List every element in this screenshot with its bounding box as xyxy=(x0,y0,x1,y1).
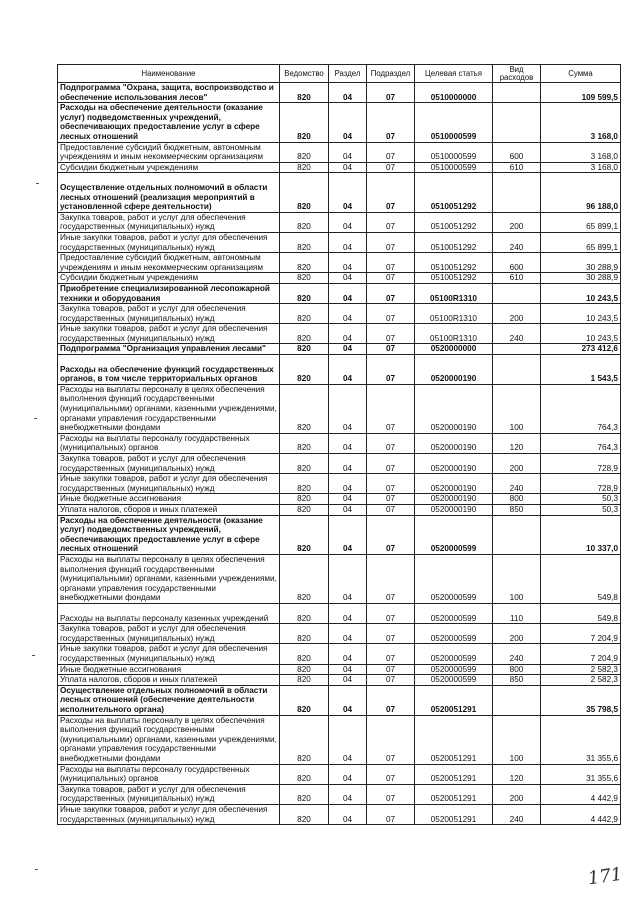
cell-sum: 728,9 xyxy=(541,454,621,474)
cell-target: 0520051291 xyxy=(415,685,493,715)
cell-exp-type: 200 xyxy=(493,212,541,232)
cell-sum: 50,3 xyxy=(541,505,621,516)
cell-name: Предоставление субсидий бюджетным, автономным учреждениям и иным некоммерческим организациям xyxy=(58,253,280,273)
cell-target: 0520000599 xyxy=(415,624,493,644)
cell-section: 04 xyxy=(329,675,367,686)
cell-sum: 50,3 xyxy=(541,494,621,505)
cell-name: Иные закупки товаров, работ и услуг для обеспечения государственных (муниципальных) нужд xyxy=(58,232,280,252)
table-row xyxy=(58,173,621,212)
header-sum: Сумма xyxy=(541,65,621,83)
header-section: Раздел xyxy=(329,65,367,83)
table-row xyxy=(58,474,621,494)
cell-target: 0520051291 xyxy=(415,715,493,764)
cell-exp-type: 240 xyxy=(493,232,541,252)
cell-section: 04 xyxy=(329,764,367,784)
cell-section: 04 xyxy=(329,715,367,764)
cell-subsection: 07 xyxy=(367,715,415,764)
cell-target: 0510000599 xyxy=(415,103,493,142)
cell-subsection: 07 xyxy=(367,232,415,252)
cell-exp-type xyxy=(493,344,541,355)
cell-section: 04 xyxy=(329,355,367,385)
cell-sum: 31 355,6 xyxy=(541,715,621,764)
table-row xyxy=(58,162,621,173)
cell-dept: 820 xyxy=(280,103,329,142)
margin-mark xyxy=(32,655,35,656)
cell-section: 04 xyxy=(329,624,367,644)
cell-section: 04 xyxy=(329,804,367,824)
cell-exp-type xyxy=(493,83,541,103)
cell-target: 0510051292 xyxy=(415,212,493,232)
table-row xyxy=(58,784,621,804)
cell-dept: 820 xyxy=(280,273,329,284)
cell-dept: 820 xyxy=(280,212,329,232)
header-name: Наименование xyxy=(58,65,280,83)
table-row xyxy=(58,103,621,142)
cell-section: 04 xyxy=(329,162,367,173)
cell-subsection: 07 xyxy=(367,173,415,212)
cell-exp-type: 100 xyxy=(493,384,541,433)
cell-section: 04 xyxy=(329,232,367,252)
table-row xyxy=(58,83,621,103)
cell-exp-type: 200 xyxy=(493,304,541,324)
cell-sum: 109 599,5 xyxy=(541,83,621,103)
cell-sum: 7 204,9 xyxy=(541,644,621,664)
cell-subsection: 07 xyxy=(367,355,415,385)
cell-exp-type: 800 xyxy=(493,664,541,675)
table-row xyxy=(58,433,621,453)
cell-exp-type: 850 xyxy=(493,675,541,686)
header-target: Целевая статья xyxy=(415,65,493,83)
cell-exp-type: 850 xyxy=(493,505,541,516)
cell-dept: 820 xyxy=(280,555,329,604)
cell-sum: 3 168,0 xyxy=(541,142,621,162)
cell-exp-type xyxy=(493,515,541,554)
cell-target: 0520000190 xyxy=(415,355,493,385)
cell-section: 04 xyxy=(329,664,367,675)
cell-subsection: 07 xyxy=(367,212,415,232)
cell-subsection: 07 xyxy=(367,103,415,142)
cell-section: 04 xyxy=(329,324,367,344)
cell-name: Расходы на выплаты персоналу казенных учреждений xyxy=(58,604,280,624)
cell-exp-type: 120 xyxy=(493,433,541,453)
cell-sum: 1 543,5 xyxy=(541,355,621,385)
header-exp-type: Вид расходов xyxy=(493,65,541,83)
cell-section: 04 xyxy=(329,253,367,273)
cell-subsection: 07 xyxy=(367,804,415,824)
cell-exp-type: 610 xyxy=(493,162,541,173)
cell-exp-type: 240 xyxy=(493,804,541,824)
table-row xyxy=(58,644,621,664)
cell-subsection: 07 xyxy=(367,142,415,162)
cell-section: 04 xyxy=(329,505,367,516)
cell-section: 04 xyxy=(329,474,367,494)
cell-target: 0510000000 xyxy=(415,83,493,103)
cell-dept: 820 xyxy=(280,685,329,715)
cell-subsection: 07 xyxy=(367,505,415,516)
cell-section: 04 xyxy=(329,384,367,433)
cell-exp-type xyxy=(493,283,541,303)
table-row xyxy=(58,494,621,505)
cell-dept: 820 xyxy=(280,162,329,173)
cell-target: 0520000190 xyxy=(415,454,493,474)
cell-sum: 31 355,6 xyxy=(541,764,621,784)
cell-name: Расходы на обеспечение функций государственных органов, в том числе территориальных органов xyxy=(58,355,280,385)
cell-dept: 820 xyxy=(280,515,329,554)
table-row xyxy=(58,505,621,516)
cell-section: 04 xyxy=(329,344,367,355)
cell-sum: 65 899,1 xyxy=(541,232,621,252)
cell-sum: 2 582,3 xyxy=(541,675,621,686)
cell-section: 04 xyxy=(329,644,367,664)
cell-name: Иные закупки товаров, работ и услуг для обеспечения государственных (муниципальных) нужд xyxy=(58,644,280,664)
cell-name: Предоставление субсидий бюджетным, автономным учреждениям и иным некоммерческим организациям xyxy=(58,142,280,162)
table-row xyxy=(58,555,621,604)
cell-exp-type xyxy=(493,355,541,385)
cell-subsection: 07 xyxy=(367,324,415,344)
cell-dept: 820 xyxy=(280,715,329,764)
cell-target: 0520000190 xyxy=(415,505,493,516)
cell-section: 04 xyxy=(329,83,367,103)
table-row xyxy=(58,232,621,252)
cell-subsection: 07 xyxy=(367,454,415,474)
header-subsection: Подраздел xyxy=(367,65,415,83)
cell-target: 0510051292 xyxy=(415,253,493,273)
cell-sum: 96 188,0 xyxy=(541,173,621,212)
table-row xyxy=(58,804,621,824)
cell-exp-type: 240 xyxy=(493,324,541,344)
table-row xyxy=(58,324,621,344)
cell-name: Закупка товаров, работ и услуг для обеспечения государственных (муниципальных) нужд xyxy=(58,454,280,474)
cell-section: 04 xyxy=(329,142,367,162)
cell-dept: 820 xyxy=(280,664,329,675)
cell-target: 05100R1310 xyxy=(415,324,493,344)
cell-sum: 35 798,5 xyxy=(541,685,621,715)
cell-sum: 549,8 xyxy=(541,604,621,624)
cell-name: Иные закупки товаров, работ и услуг для обеспечения государственных (муниципальных) нужд xyxy=(58,324,280,344)
cell-dept: 820 xyxy=(280,764,329,784)
cell-subsection: 07 xyxy=(367,253,415,273)
table-row xyxy=(58,304,621,324)
cell-target: 0520000599 xyxy=(415,644,493,664)
cell-name: Субсидии бюджетным учреждениям xyxy=(58,162,280,173)
cell-exp-type: 200 xyxy=(493,784,541,804)
cell-section: 04 xyxy=(329,273,367,284)
cell-target: 0520000599 xyxy=(415,664,493,675)
cell-subsection: 07 xyxy=(367,474,415,494)
cell-exp-type: 800 xyxy=(493,494,541,505)
cell-sum: 764,3 xyxy=(541,384,621,433)
cell-name: Расходы на выплаты персоналу государственных (муниципальных) органов xyxy=(58,764,280,784)
cell-subsection: 07 xyxy=(367,624,415,644)
cell-exp-type: 240 xyxy=(493,474,541,494)
cell-name: Закупка товаров, работ и услуг для обеспечения государственных (муниципальных) нужд xyxy=(58,784,280,804)
table-row xyxy=(58,675,621,686)
table-row xyxy=(58,715,621,764)
cell-target: 0510051292 xyxy=(415,173,493,212)
table-row xyxy=(58,355,621,385)
cell-target: 0510000599 xyxy=(415,142,493,162)
cell-target: 0510000599 xyxy=(415,162,493,173)
cell-sum: 549,8 xyxy=(541,555,621,604)
cell-exp-type: 600 xyxy=(493,142,541,162)
table-row xyxy=(58,664,621,675)
cell-target: 0520000599 xyxy=(415,675,493,686)
cell-subsection: 07 xyxy=(367,433,415,453)
table-row xyxy=(58,515,621,554)
cell-target: 05100R1310 xyxy=(415,283,493,303)
cell-target: 0520000599 xyxy=(415,515,493,554)
cell-target: 0520051291 xyxy=(415,784,493,804)
cell-name: Иные закупки товаров, работ и услуг для обеспечения государственных (муниципальных) нужд xyxy=(58,474,280,494)
cell-subsection: 07 xyxy=(367,162,415,173)
margin-mark xyxy=(36,183,39,184)
cell-subsection: 07 xyxy=(367,494,415,505)
cell-exp-type: 100 xyxy=(493,555,541,604)
cell-name: Осуществление отдельных полномочий в области лесных отношений (реализация мероприятий в установленной сфере деятельности) xyxy=(58,173,280,212)
cell-subsection: 07 xyxy=(367,604,415,624)
cell-sum: 3 168,0 xyxy=(541,162,621,173)
cell-section: 04 xyxy=(329,283,367,303)
margin-mark xyxy=(35,869,38,870)
cell-dept: 820 xyxy=(280,83,329,103)
cell-exp-type: 100 xyxy=(493,715,541,764)
cell-dept: 820 xyxy=(280,142,329,162)
cell-section: 04 xyxy=(329,494,367,505)
cell-sum: 728,9 xyxy=(541,474,621,494)
cell-dept: 820 xyxy=(280,454,329,474)
cell-exp-type xyxy=(493,103,541,142)
cell-subsection: 07 xyxy=(367,384,415,433)
cell-sum: 4 442,9 xyxy=(541,804,621,824)
cell-section: 04 xyxy=(329,555,367,604)
cell-sum: 10 337,0 xyxy=(541,515,621,554)
margin-mark xyxy=(34,418,37,419)
cell-subsection: 07 xyxy=(367,344,415,355)
table-row xyxy=(58,212,621,232)
cell-target: 0520000599 xyxy=(415,555,493,604)
cell-sum: 764,3 xyxy=(541,433,621,453)
table-row xyxy=(58,283,621,303)
cell-sum: 273 412,6 xyxy=(541,344,621,355)
table-row xyxy=(58,685,621,715)
cell-exp-type: 240 xyxy=(493,644,541,664)
page-number: 171 xyxy=(586,863,624,890)
table-body xyxy=(58,83,621,825)
table-row xyxy=(58,142,621,162)
cell-exp-type: 600 xyxy=(493,253,541,273)
cell-name: Иные бюджетные ассигнования xyxy=(58,494,280,505)
cell-section: 04 xyxy=(329,604,367,624)
cell-name: Субсидии бюджетным учреждениям xyxy=(58,273,280,284)
cell-name: Уплата налогов, сборов и иных платежей xyxy=(58,675,280,686)
cell-dept: 820 xyxy=(280,505,329,516)
cell-name: Расходы на выплаты персоналу государственных (муниципальных) органов xyxy=(58,433,280,453)
cell-name: Закупка товаров, работ и услуг для обеспечения государственных (муниципальных) нужд xyxy=(58,212,280,232)
cell-target: 0520051291 xyxy=(415,764,493,784)
cell-dept: 820 xyxy=(280,253,329,273)
cell-target: 0520000190 xyxy=(415,474,493,494)
cell-dept: 820 xyxy=(280,784,329,804)
cell-sum: 4 442,9 xyxy=(541,784,621,804)
cell-dept: 820 xyxy=(280,283,329,303)
cell-section: 04 xyxy=(329,685,367,715)
table-row xyxy=(58,764,621,784)
table-row xyxy=(58,273,621,284)
cell-target: 05100R1310 xyxy=(415,304,493,324)
cell-target: 0520000190 xyxy=(415,433,493,453)
cell-subsection: 07 xyxy=(367,273,415,284)
cell-subsection: 07 xyxy=(367,515,415,554)
cell-name: Расходы на выплаты персоналу в целях обеспечения выполнения функций государственными (муниципальными) органами, казенными учреждениями, органами управления государственными внебюджетными фондами xyxy=(58,384,280,433)
cell-target: 0520000599 xyxy=(415,604,493,624)
cell-subsection: 07 xyxy=(367,555,415,604)
header-dept: Ведомство xyxy=(280,65,329,83)
cell-section: 04 xyxy=(329,103,367,142)
cell-exp-type: 120 xyxy=(493,764,541,784)
cell-name: Закупка товаров, работ и услуг для обеспечения государственных (муниципальных) нужд xyxy=(58,624,280,644)
cell-name: Расходы на обеспечение деятельности (оказание услуг) подведомственных учреждений, обеспечивающих предоставление услуг в сфере лесных отношений xyxy=(58,515,280,554)
cell-section: 04 xyxy=(329,304,367,324)
cell-section: 04 xyxy=(329,784,367,804)
cell-dept: 820 xyxy=(280,474,329,494)
cell-name: Приобретение специализированной лесопожарной техники и оборудования xyxy=(58,283,280,303)
cell-name: Осуществление отдельных полномочий в области лесных отношений (обеспечение деятельности исполнительного органа) xyxy=(58,685,280,715)
cell-dept: 820 xyxy=(280,344,329,355)
cell-exp-type xyxy=(493,685,541,715)
cell-target: 0510051292 xyxy=(415,273,493,284)
cell-dept: 820 xyxy=(280,604,329,624)
table-row xyxy=(58,454,621,474)
cell-name: Иные закупки товаров, работ и услуг для обеспечения государственных (муниципальных) нужд xyxy=(58,804,280,824)
table-row xyxy=(58,604,621,624)
cell-dept: 820 xyxy=(280,324,329,344)
cell-subsection: 07 xyxy=(367,675,415,686)
table-row xyxy=(58,253,621,273)
cell-target: 0520000190 xyxy=(415,384,493,433)
cell-target: 0520051291 xyxy=(415,804,493,824)
cell-dept: 820 xyxy=(280,384,329,433)
table-row xyxy=(58,624,621,644)
cell-dept: 820 xyxy=(280,494,329,505)
cell-dept: 820 xyxy=(280,675,329,686)
cell-subsection: 07 xyxy=(367,685,415,715)
cell-sum: 2 582,3 xyxy=(541,664,621,675)
table-header xyxy=(58,65,621,83)
cell-section: 04 xyxy=(329,454,367,474)
cell-sum: 30 288,9 xyxy=(541,273,621,284)
cell-dept: 820 xyxy=(280,232,329,252)
cell-subsection: 07 xyxy=(367,283,415,303)
cell-name: Закупка товаров, работ и услуг для обеспечения государственных (муниципальных) нужд xyxy=(58,304,280,324)
cell-sum: 10 243,5 xyxy=(541,283,621,303)
cell-sum: 30 288,9 xyxy=(541,253,621,273)
cell-section: 04 xyxy=(329,433,367,453)
cell-subsection: 07 xyxy=(367,664,415,675)
cell-exp-type: 200 xyxy=(493,624,541,644)
cell-name: Расходы на выплаты персоналу в целях обеспечения выполнения функций государственными (муниципальными) органами, казенными учреждениями, органами управления государственными внебюджетными фондами xyxy=(58,555,280,604)
cell-name: Подпрограмма "Организация управления лесами" xyxy=(58,344,280,355)
cell-subsection: 07 xyxy=(367,644,415,664)
table-row xyxy=(58,384,621,433)
cell-target: 0520000190 xyxy=(415,494,493,505)
cell-dept: 820 xyxy=(280,624,329,644)
cell-subsection: 07 xyxy=(367,784,415,804)
cell-subsection: 07 xyxy=(367,764,415,784)
cell-sum: 10 243,5 xyxy=(541,304,621,324)
cell-dept: 820 xyxy=(280,804,329,824)
cell-section: 04 xyxy=(329,173,367,212)
cell-section: 04 xyxy=(329,515,367,554)
cell-dept: 820 xyxy=(280,433,329,453)
cell-target: 0520000000 xyxy=(415,344,493,355)
cell-subsection: 07 xyxy=(367,304,415,324)
cell-dept: 820 xyxy=(280,304,329,324)
cell-exp-type: 610 xyxy=(493,273,541,284)
cell-name: Уплата налогов, сборов и иных платежей xyxy=(58,505,280,516)
cell-sum: 65 899,1 xyxy=(541,212,621,232)
cell-subsection: 07 xyxy=(367,83,415,103)
cell-dept: 820 xyxy=(280,355,329,385)
table-row xyxy=(58,344,621,355)
cell-section: 04 xyxy=(329,212,367,232)
cell-exp-type: 110 xyxy=(493,604,541,624)
cell-dept: 820 xyxy=(280,644,329,664)
cell-exp-type: 200 xyxy=(493,454,541,474)
cell-target: 0510051292 xyxy=(415,232,493,252)
cell-name: Подпрограмма "Охрана, защита, воспроизводство и обеспечение использования лесов" xyxy=(58,83,280,103)
cell-exp-type xyxy=(493,173,541,212)
cell-sum: 7 204,9 xyxy=(541,624,621,644)
cell-name: Иные бюджетные ассигнования xyxy=(58,664,280,675)
cell-name: Расходы на выплаты персоналу в целях обеспечения выполнения функций государственными (муниципальными) органами, казенными учреждениями, органами управления государственными внебюджетными фондами xyxy=(58,715,280,764)
cell-name: Расходы на обеспечение деятельности (оказание услуг) подведомственных учреждений, обеспечивающих предоставление услуг в сфере лесных отношений xyxy=(58,103,280,142)
budget-table xyxy=(57,64,621,825)
cell-dept: 820 xyxy=(280,173,329,212)
cell-sum: 10 243,5 xyxy=(541,324,621,344)
cell-sum: 3 168,0 xyxy=(541,103,621,142)
